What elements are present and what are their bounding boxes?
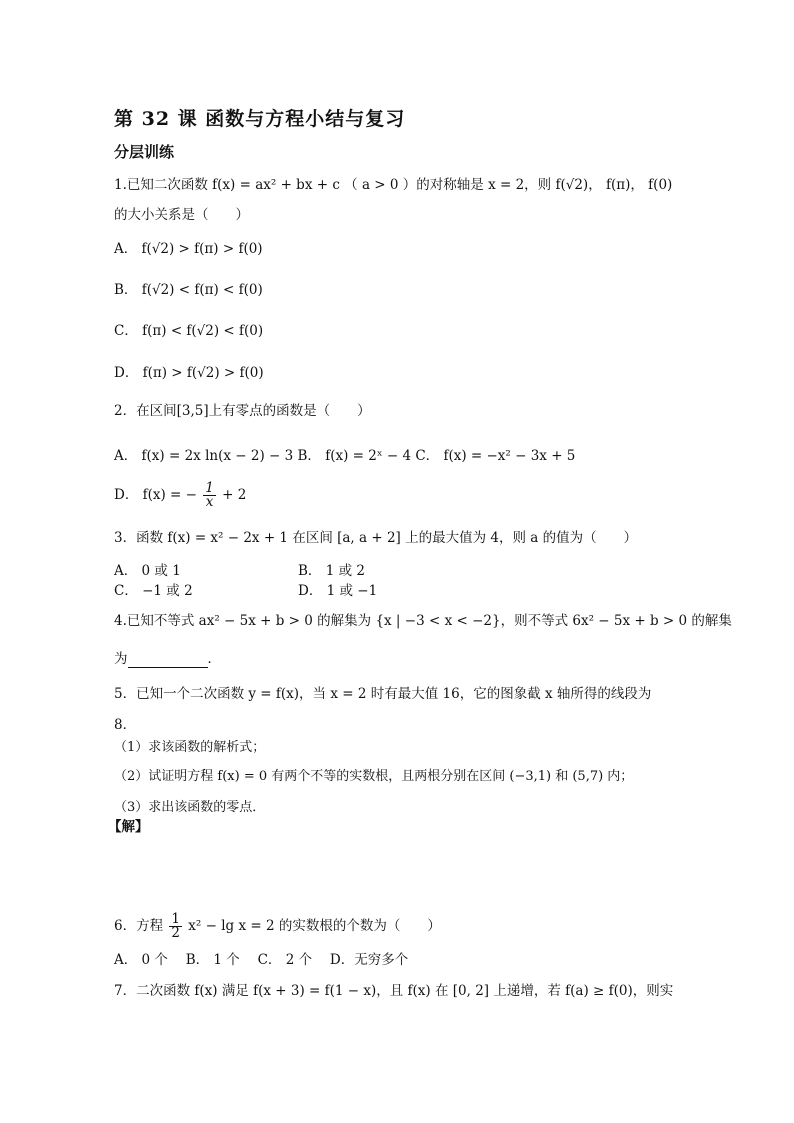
q3-option-c: C． −1 或 2	[114, 583, 193, 599]
q3-option-a: A． 0 或 1	[114, 563, 181, 579]
q2-stem: 2．在区间[3,5]上有零点的函数是（ ）	[114, 403, 371, 419]
q2-option-d-denominator: x	[205, 494, 214, 510]
q3-stem: 3．函数 f(x) = x² − 2x + 1 在区间 [a, a + 2] 上的最大值为 4，则 a 的值为（ ）	[114, 530, 638, 546]
q6-fraction-numerator: 1	[171, 911, 180, 927]
q5-line1: 5．已知一个二次函数 y = f(x)，当 x = 2 时有最大值 16，它的图象截 x 轴所得的线段为	[114, 686, 652, 702]
section-heading: 分层训练	[114, 143, 175, 161]
q1-option-d: D． f(π) > f(√2) > f(0)	[114, 365, 264, 381]
q5-line2: 8．	[114, 717, 137, 733]
q5-sub3: （3）求出该函数的零点．	[114, 800, 266, 815]
q2-option-d-numerator: 1	[205, 480, 214, 496]
q6-prefix: 6．方程	[114, 918, 164, 934]
q5-solution-label: 【解】	[108, 819, 149, 835]
q2-option-d	[114, 482, 246, 509]
q5-sub2: （2）试证明方程 f(x) = 0 有两个不等的实数根，且两根分别在区间 (−3,1) 和 (5,7) 内；	[114, 769, 634, 784]
q1-stem-line1: 1.已知二次函数 f(x) = ax² + bx + c （ a > 0 ）的对称轴是 x = 2，则 f(√2)， f(π)， f(0)	[114, 177, 673, 193]
q6-options: A． 0 个 B． 1 个 C． 2 个 D．无穷多个	[114, 952, 409, 968]
q4-line2	[114, 650, 221, 668]
q6-fraction-denominator: 2	[171, 925, 180, 941]
q4-answer-blank[interactable]	[128, 653, 208, 668]
q4-line1: 4.已知不等式 ax² − 5x + b > 0 的解集为 {x | −3 < x < −2}，则不等式 6x² − 5x + b > 0 的解集	[114, 613, 732, 629]
q1-option-b: B． f(√2) < f(π) < f(0)	[114, 282, 263, 298]
q6-stem	[114, 913, 441, 940]
q3-option-b: B． 1 或 2	[298, 563, 365, 579]
q5-sub1: （1）求该函数的解析式；	[114, 740, 266, 755]
q2-option-d-prefix: D． f(x) = −	[114, 487, 197, 503]
q2-option-d-suffix: + 2	[222, 487, 247, 503]
lesson-title: 第 32 课 函数与方程小结与复习	[114, 108, 406, 130]
q2-options-abc: A． f(x) = 2x ln(x − 2) − 3 B． f(x) = 2ˣ − 4 C． f(x) = −x² − 3x + 5	[114, 448, 576, 464]
q4-line2-prefix: 为	[114, 651, 128, 667]
q6-fraction	[169, 913, 182, 940]
q6-suffix: x² − lg x = 2 的实数根的个数为（ ）	[188, 918, 441, 934]
q7-line1: 7．二次函数 f(x) 满足 f(x + 3) = f(1 − x)，且 f(x) 在 [0, 2] 上递增，若 f(a) ≥ f(0)，则实	[114, 983, 674, 999]
q4-line2-suffix: ．	[207, 651, 221, 667]
q1-stem-line2: 的大小关系是（ ）	[114, 207, 249, 223]
q2-option-d-fraction	[203, 482, 216, 509]
q1-option-c: C． f(π) < f(√2) < f(0)	[114, 323, 264, 339]
q1-option-a: A． f(√2) > f(π) > f(0)	[114, 241, 263, 257]
q3-option-d: D． 1 或 −1	[298, 583, 378, 599]
